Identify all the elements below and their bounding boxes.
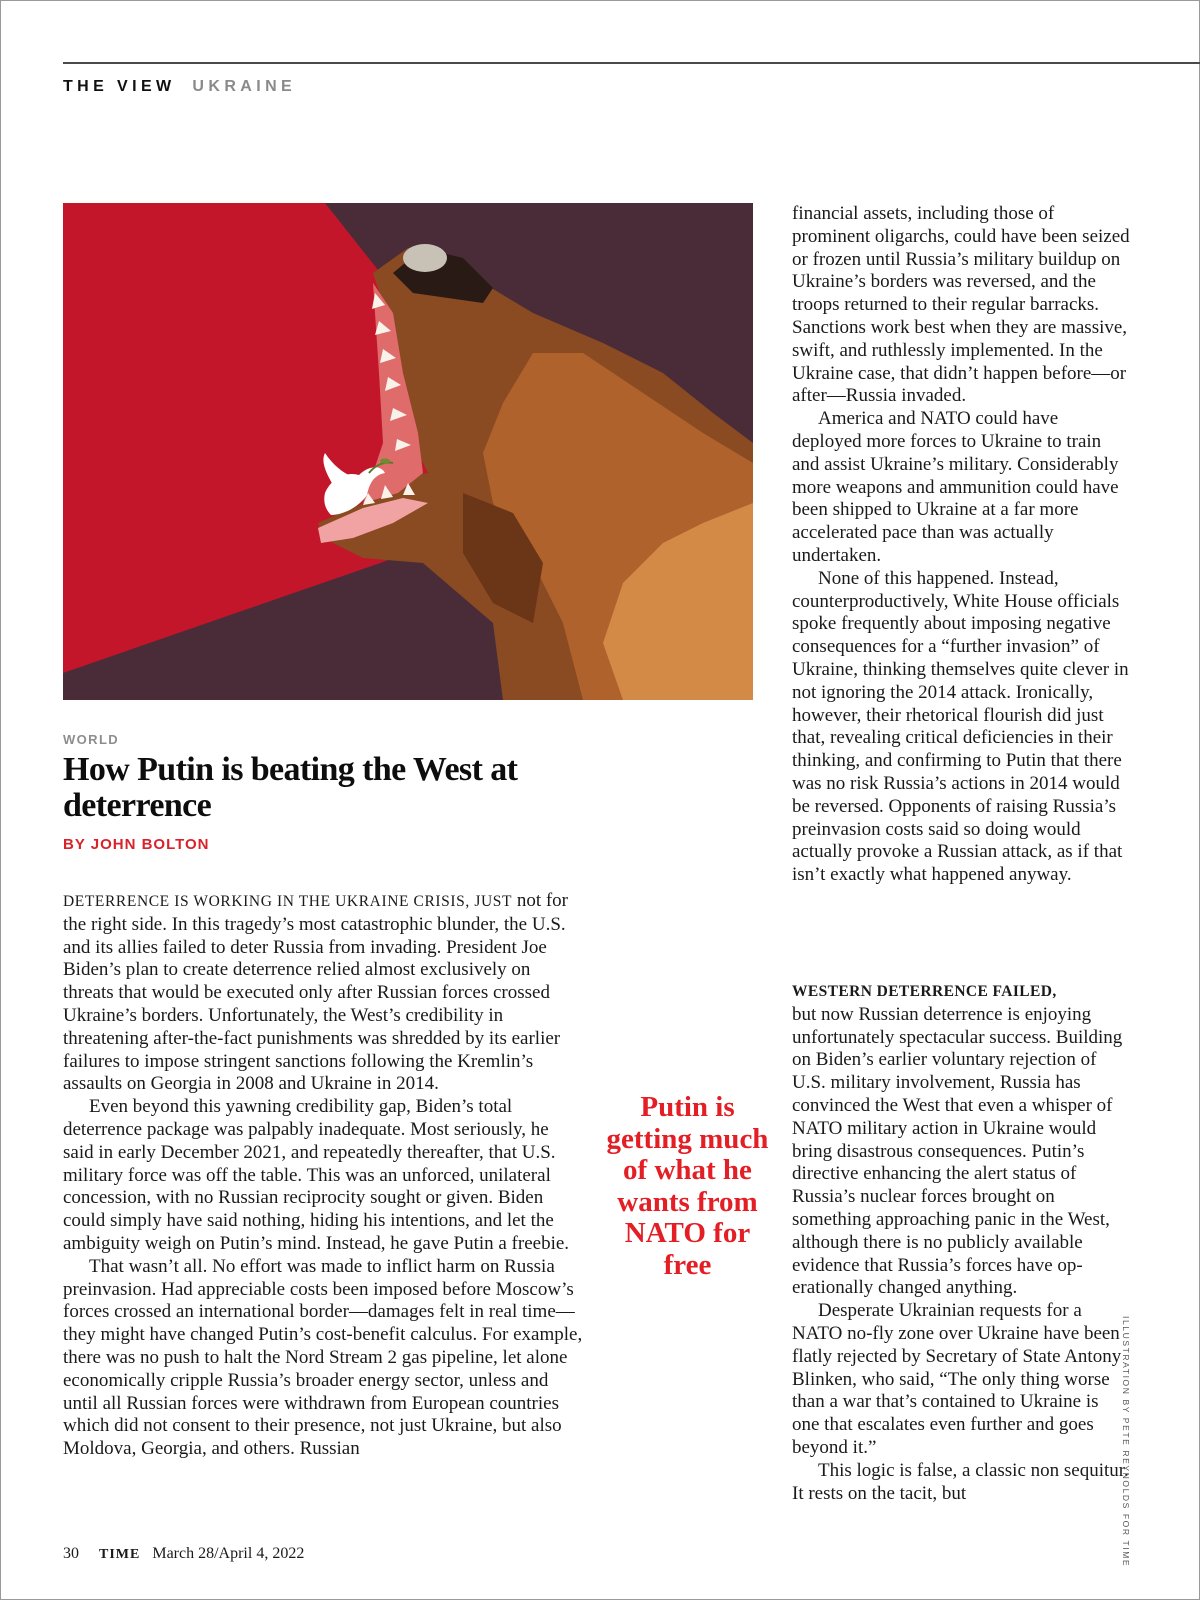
article-headline: How Putin is beating the West at deterrence (63, 751, 518, 824)
paragraph-text: not for the right side. In this tragedy’s most catastrophic blunder, the U.S. and its allies failed to deter Russia from invading. President Joe Biden’s plan to create deterrence relied almost exclusively on threats that would be executed only after Russian forces crossed Ukraine’s borders. Unfortunately, the West’s credibility in threatening after-the-fact punishments was shredded by its earlier failures to impose stringent sanctions following the Kremlin’s assaults on Georgia in 2008 and Ukraine in 2014. (63, 890, 568, 1095)
page-footer (63, 1545, 304, 1563)
article-kicker: WORLD (63, 732, 120, 747)
illustration-credit: ILLUSTRATION BY PETE REYNOLDS FOR TIME (1121, 1316, 1131, 1568)
paragraph: Desperate Ukrainian requests for a NATO no-fly zone over Ukraine have been flatly rejected by Secretary of State Antony Blinken, who said, “The only thing worse than a war that’s contained to Ukraine is one that escalates even further and goes beyond it.” (792, 1300, 1122, 1458)
pull-quote: Putin is getting much of what he wants from NATO for free (606, 1091, 769, 1281)
paragraph-text: but now Russian deterrence is enjoying unfortunately spectacular success. Building on Biden’s earlier voluntary rejection of U.S. military involvement, Russia has convinced the West that even a whisper of NATO military action in Ukraine would bring disastrous consequences. Putin’s directive enhancing the alert status of Russia’s nuclear forces brought on something approaching panic in the West, although there is no publicly available evidence that Russia’s forces have operationally changed anything. (792, 1003, 1123, 1299)
paragraph: financial assets, including those of prominent oligarchs, could have been seized or frozen until Russia’s military buildup on Ukraine’s borders was reversed, and the troops returned to their regular barracks. Sanctions work best when they are massive, swift, and ruthlessly implemented. In the Ukraine case, that didn’t happen before—or after—Russia invaded. (792, 203, 1130, 407)
subhead-lead-in: WESTERN DETERRENCE FAILED, (792, 983, 1057, 1000)
lead-in-caps: DETERRENCE IS WORKING IN THE UKRAINE CRISIS, JUST (63, 893, 513, 910)
paragraph: Even beyond this yawning credibility gap, Biden’s total deterrence package was palpably inadequate. Most seriously, he said in early December 2021, and repeatedly thereafter, that U.S. military force was off the table. This was an unforced, unilateral concession, with no Russian reciprocity sought or given. Biden could simply have said nothing, hiding his intentions, and let the ambiguity weigh on Putin’s mind. Instead, he gave Putin a freebie. (63, 1096, 570, 1254)
article-column-right-top (792, 203, 1130, 887)
paragraph (63, 890, 583, 1096)
paragraph: America and NATO could have deployed more forces to Ukraine to train and assist Ukraine’s military. Considerably more weapons and ammunition could have been shipped to Ukraine at a far more accelerated pace than was actually undertaken. (792, 408, 1119, 566)
section-label (63, 78, 296, 96)
paragraph (792, 980, 1130, 1300)
section-topic: UKRAINE (192, 78, 297, 95)
paragraph: That wasn’t all. No effort was made to inflict harm on Russia preinvasion. Had appreciable costs been imposed before Moscow’s forces crossed an international border—damages felt in real time—they might have changed Putin’s cost-benefit calculus. For example, there was no push to halt the Nord Stream 2 gas pipeline, let alone economically cripple Russia’s broader energy sector, unless and until all Russian forces were withdrawn from European countries which did not consent to their presence, not just Ukraine, but also Moldova, Georgia, and others. Russian (63, 1255, 583, 1460)
article-byline: BY JOHN BOLTON (63, 836, 210, 853)
header-rule (63, 62, 1200, 64)
paragraph: None of this happened. Instead, counterproductively, White House officials spoke frequently about imposing negative consequences for a “further invasion” of Ukraine, thinking themselves quite clever in not ignoring the 2014 attack. Ironically, however, their rhetorical flourish did just that, revealing critical deficiencies in their thinking, and confirming to Putin that there was no risk Russia’s actions in 2014 would be reversed. Opponents of raising Russia’s preinvasion costs said so doing would actually provoke a Russian attack, as if that isn’t exactly what happened anyway. (792, 567, 1129, 886)
section-name: THE VIEW (63, 78, 176, 95)
bear-dove-illustration (63, 203, 753, 700)
page-number: 30 (63, 1545, 79, 1562)
magazine-name: TIME (99, 1547, 141, 1562)
issue-date: March 28/April 4, 2022 (152, 1545, 305, 1562)
article-column-left (63, 890, 583, 1461)
article-column-right-bottom (792, 980, 1130, 1505)
paragraph: This logic is false, a classic non sequitur. It rests on the tacit, but (792, 1459, 1129, 1504)
